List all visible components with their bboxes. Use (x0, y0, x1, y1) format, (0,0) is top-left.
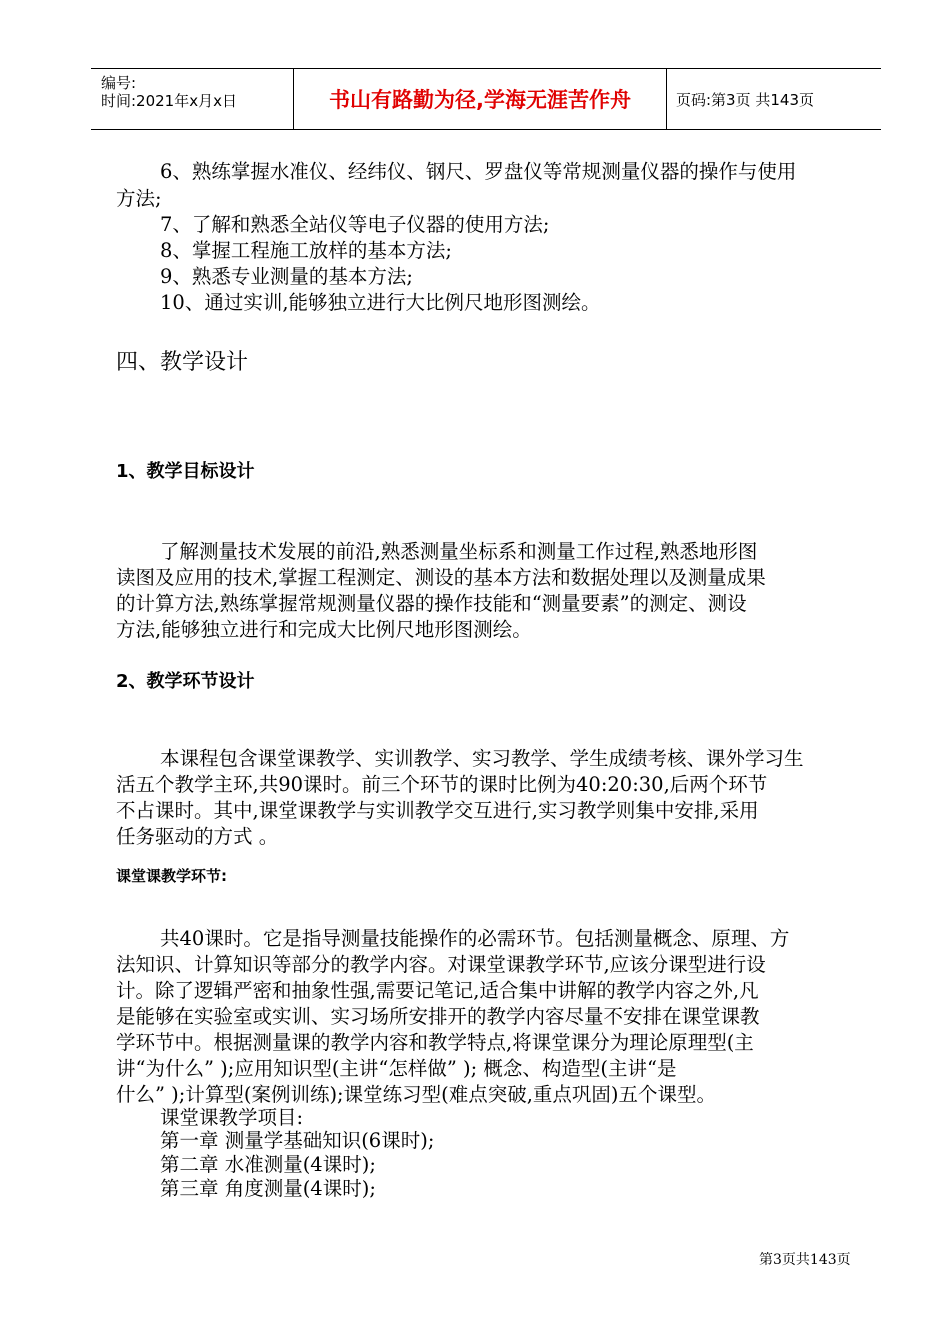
paragraph-line: 什么” );计算型(案例训练);课堂练习型(难点突破,重点巩固)五个课型。 (116, 1083, 717, 1106)
paragraph-line: 了解测量技术发展的前沿,熟悉测量坐标系和测量工作过程,熟悉地形图 (160, 540, 758, 563)
paragraph-line: 任务驱动的方式 。 (116, 825, 279, 848)
list-item-6-cont: 方法; (116, 187, 162, 210)
header-page-label: 页码:第3页 共143页 (676, 91, 814, 109)
list-item-7: 7、了解和熟悉全站仪等电子仪器的使用方法; (160, 213, 550, 236)
chapter-item: 第一章 测量学基础知识(6课时); (160, 1129, 435, 1152)
list-item-8: 8、掌握工程施工放样的基本方法; (160, 239, 452, 262)
paragraph-line: 方法,能够独立进行和完成大比例尺地形图测绘。 (116, 618, 532, 641)
paragraph-line: 本课程包含课堂课教学、实训教学、实习教学、学生成绩考核、课外学习生 (160, 747, 804, 770)
paragraph-line: 法知识、计算知识等部分的教学内容。对课堂课教学环节,应该分课型进行设 (116, 953, 766, 976)
header-time-label: 时间:2021年x月x日 (101, 92, 237, 110)
chapter-item: 第二章 水准测量(4课时); (160, 1153, 376, 1176)
list-item-10: 10、通过实训,能够独立进行大比例尺地形图测绘。 (160, 291, 601, 314)
paragraph-line: 计。除了逻辑严密和抽象性强,需要记笔记,适合集中讲解的教学内容之外,凡 (116, 979, 759, 1002)
header-divider (666, 69, 667, 129)
paragraph-line: 是能够在实验室或实训、实习场所安排开的教学内容尽量不安排在课堂课教 (116, 1005, 760, 1028)
paragraph-line: 的计算方法,熟练掌握常规测量仪器的操作技能和“测量要素”的测定、测设 (116, 592, 747, 615)
page-footer: 第3页共143页 (759, 1252, 851, 1268)
header-number-label: 编号: (101, 74, 137, 92)
header-meta (99, 69, 295, 129)
list-item-6: 6、熟练掌握水准仪、经纬仪、钢尺、罗盘仪等常规测量仪器的操作与使用 (160, 160, 797, 183)
paragraph-line: 不占课时。其中,课堂课教学与实训教学交互进行,实习教学则集中安排,采用 (116, 799, 759, 822)
section-heading-4: 四、教学设计 (116, 350, 249, 375)
paragraph-line: 共40课时。它是指导测量技能操作的必需环节。包括测量概念、原理、方 (160, 927, 790, 950)
items-title: 课堂课教学项目: (160, 1106, 304, 1129)
paragraph-line: 学环节中。根据测量课的教学内容和教学特点,将课堂课分为理论原理型(主 (116, 1031, 754, 1054)
list-item-9: 9、熟悉专业测量的基本方法; (160, 265, 413, 288)
subheading-objective-design: 1、教学目标设计 (116, 461, 255, 482)
paragraph-line: 讲“为什么” );应用知识型(主讲“怎样做” ); 概念、构造型(主讲“是 (116, 1057, 677, 1080)
chapter-item: 第三章 角度测量(4课时); (160, 1177, 376, 1200)
paragraph-line: 读图及应用的技术,掌握工程测定、测设的基本方法和数据处理以及测量成果 (116, 566, 766, 589)
subheading-classroom-stage: 课堂课教学环节: (116, 867, 227, 885)
header-motto: 书山有路勤为径,学海无涯苦作舟 (329, 88, 631, 112)
page-header (91, 68, 881, 130)
paragraph-line: 活五个教学主环,共90课时。前三个环节的课时比例为40:20:30,后两个环节 (116, 773, 768, 796)
subheading-stage-design: 2、教学环节设计 (116, 671, 255, 692)
